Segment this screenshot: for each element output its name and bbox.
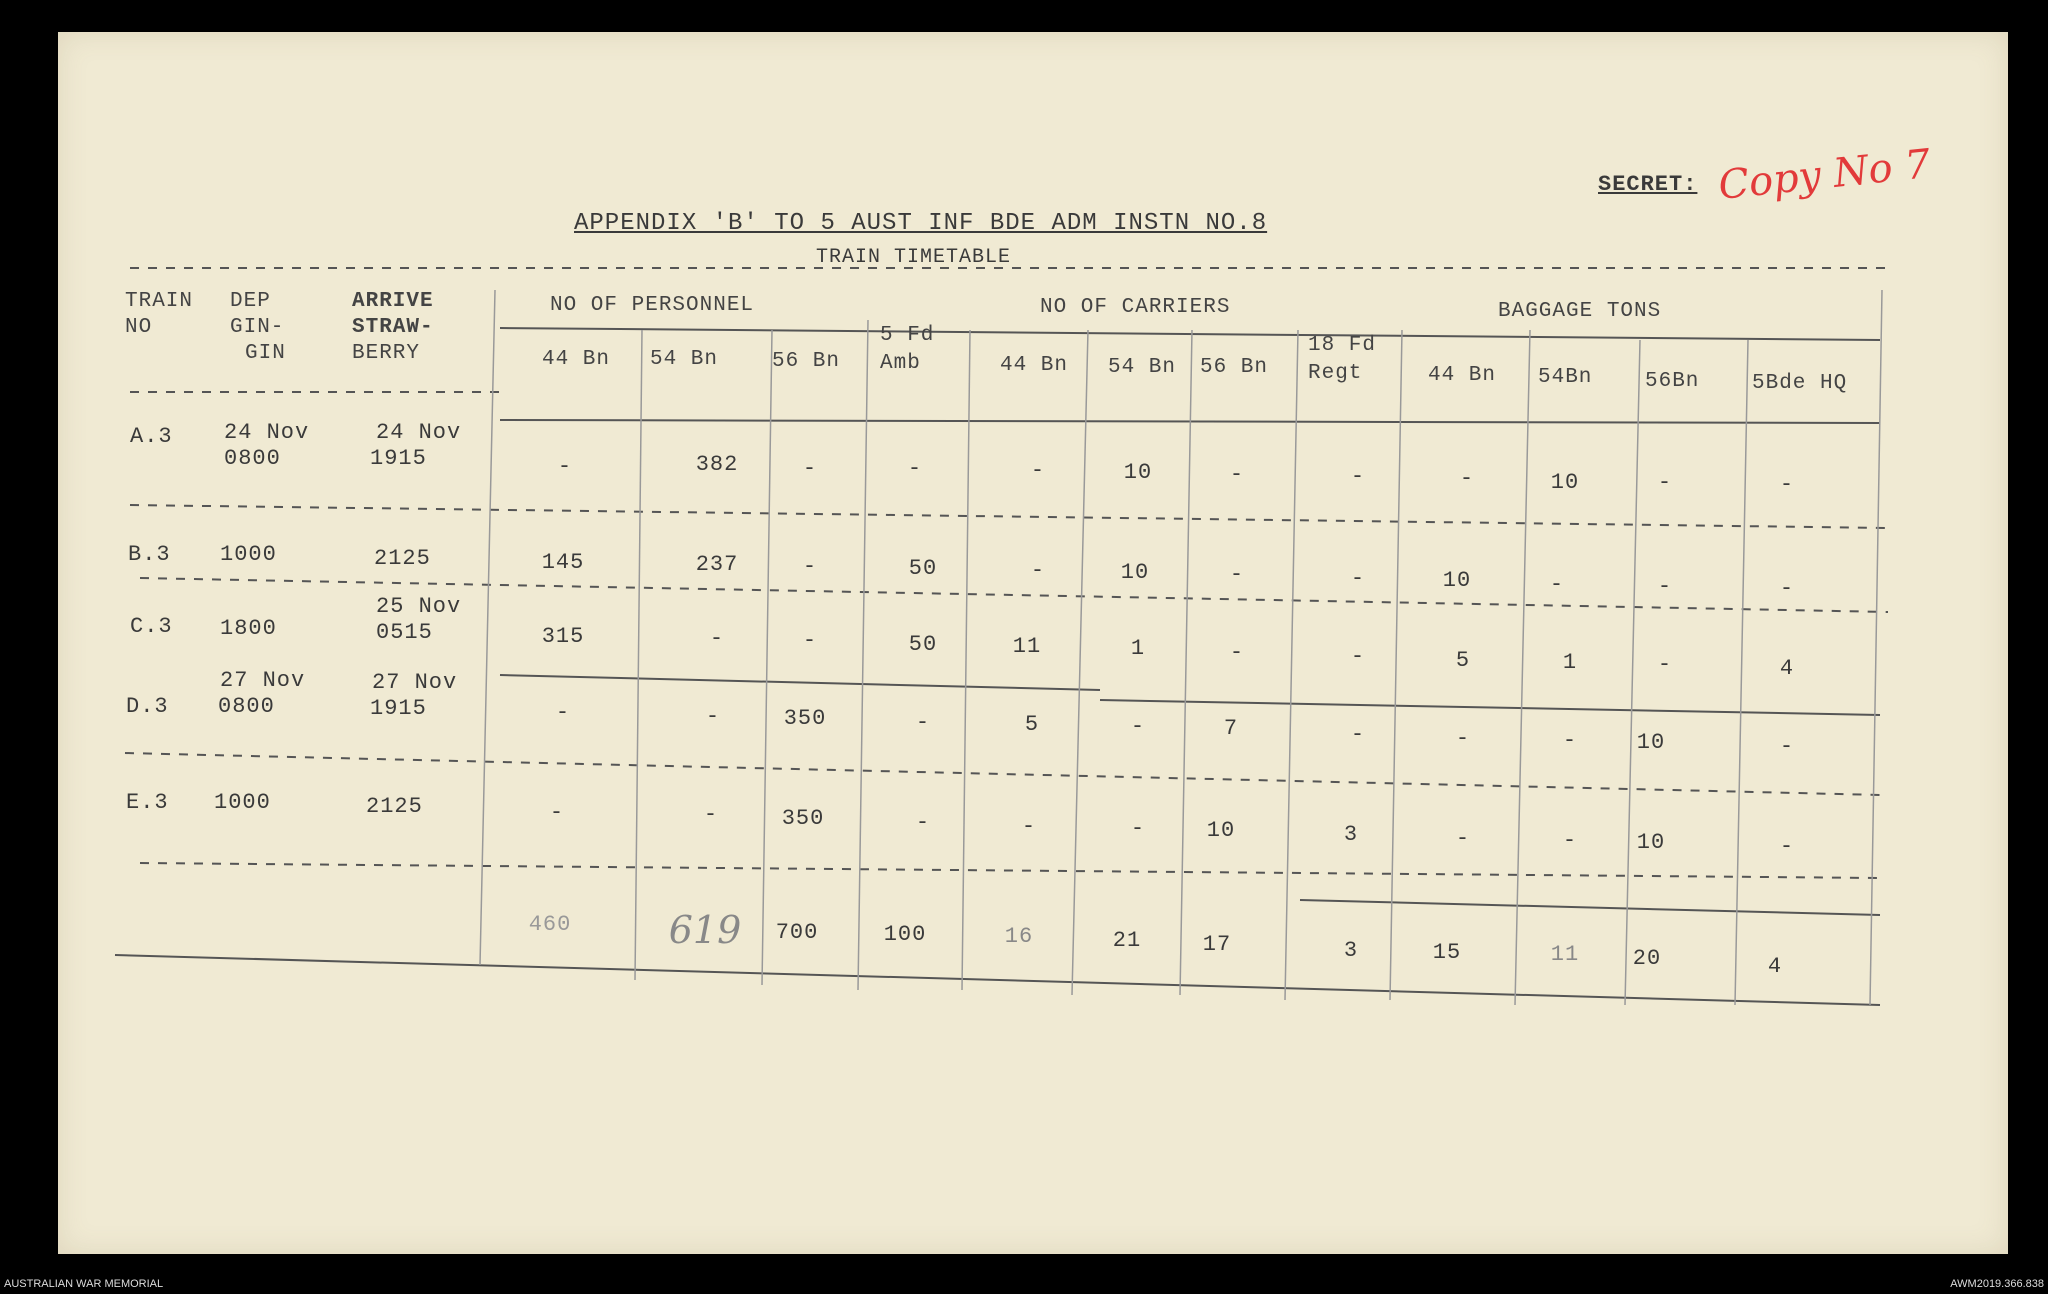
document-subtitle: TRAIN TIMETABLE — [816, 246, 1012, 269]
footer-accession-number: AWM2019.366.838 — [1950, 1278, 2044, 1290]
row-b3-train: B.3 — [128, 542, 171, 567]
row-a3-c44: - — [1030, 458, 1046, 483]
archive-footer — [0, 1270, 2048, 1294]
row-a3-b54: 10 — [1550, 470, 1580, 495]
total-c54: 21 — [1112, 928, 1142, 953]
row-a3-dep-date: 24 Nov — [224, 420, 310, 445]
total-b56: 20 — [1632, 946, 1662, 971]
total-p56: 700 — [775, 920, 819, 945]
footer-institution: AUSTRALIAN WAR MEMORIAL — [4, 1278, 164, 1290]
header-fd-amb: 5 Fd — [880, 324, 935, 347]
total-bhq: 4 — [1767, 954, 1783, 979]
row-c3-b54: 1 — [1562, 650, 1578, 675]
row-a3-dep-time: 0800 — [224, 446, 281, 471]
row-c3-train: C.3 — [130, 614, 173, 639]
row-c3-p56: - — [802, 628, 818, 653]
copy-number-handwritten: Copy No 7 — [1716, 141, 1933, 209]
row-d3-b44: - — [1455, 726, 1471, 751]
header-personnel-56bn: 56 Bn — [772, 350, 841, 373]
header-baggage-56bn: 56Bn — [1645, 370, 1700, 393]
row-e3-b44: - — [1455, 826, 1471, 851]
header-fd-amb-line2: Amb — [880, 352, 921, 375]
header-fd-regt: 18 Fd — [1308, 334, 1377, 357]
row-d3-dep-date: 27 Nov — [220, 668, 306, 693]
row-e3-regt: 3 — [1343, 822, 1359, 847]
row-a3-p54: 382 — [695, 452, 739, 477]
total-c44: 16 — [1004, 924, 1034, 949]
row-d3-bhq: - — [1779, 734, 1795, 759]
row-c3-dep-time: 1800 — [220, 616, 277, 641]
row-a3-c54: 10 — [1123, 460, 1153, 485]
row-b3-c44: - — [1030, 558, 1046, 583]
row-d3-arr-time: 1915 — [370, 696, 427, 721]
header-train: TRAIN — [125, 290, 194, 313]
header-baggage-54bn: 54Bn — [1538, 366, 1593, 389]
total-amb: 100 — [883, 922, 927, 947]
row-c3-c56: - — [1229, 640, 1245, 665]
row-b3-p56: - — [802, 554, 818, 579]
header-arrive-line2: STRAW- — [352, 316, 434, 339]
row-b3-b56: - — [1657, 574, 1673, 599]
row-c3-b56: - — [1657, 652, 1673, 677]
row-a3-arr-time: 1915 — [370, 446, 427, 471]
row-e3-c56: 10 — [1206, 818, 1236, 843]
row-d3-c56: 7 — [1223, 716, 1239, 741]
row-b3-b54: - — [1549, 572, 1565, 597]
header-fd-regt-line2: Regt — [1308, 362, 1363, 385]
total-regt: 3 — [1343, 938, 1359, 963]
document-title: APPENDIX 'B' TO 5 AUST INF BDE ADM INSTN NO.8 — [574, 210, 1268, 237]
row-d3-c44: 5 — [1024, 712, 1040, 737]
row-c3-p44: 315 — [541, 624, 585, 649]
row-b3-bhq: - — [1779, 576, 1795, 601]
row-e3-arr-time: 2125 — [366, 794, 423, 819]
row-b3-c56: - — [1229, 562, 1245, 587]
row-e3-amb: - — [915, 810, 931, 835]
total-c56: 17 — [1202, 932, 1232, 957]
total-p44: 460 — [528, 912, 572, 937]
row-a3-regt: - — [1350, 464, 1366, 489]
row-e3-b54: - — [1562, 828, 1578, 853]
row-b3-regt: - — [1350, 566, 1366, 591]
row-e3-dep-time: 1000 — [214, 790, 271, 815]
header-personnel-54bn: 54 Bn — [650, 348, 719, 371]
row-d3-b56: 10 — [1636, 730, 1666, 755]
row-a3-p44: - — [557, 454, 573, 479]
header-dep: DEP — [230, 290, 271, 313]
header-arrive: ARRIVE — [352, 290, 434, 313]
row-d3-train: D.3 — [126, 694, 169, 719]
row-b3-p54: 237 — [695, 552, 739, 577]
row-e3-train: E.3 — [126, 790, 169, 815]
header-personnel: NO OF PERSONNEL — [550, 294, 755, 317]
row-c3-regt: - — [1350, 644, 1366, 669]
row-b3-arr-time: 2125 — [374, 546, 431, 571]
header-dep-line2: GIN- — [230, 316, 285, 339]
header-baggage-5bde-hq: 5Bde HQ — [1752, 372, 1848, 395]
row-e3-p56: 350 — [781, 806, 825, 831]
row-e3-bhq: - — [1779, 834, 1795, 859]
row-e3-c44: - — [1021, 814, 1037, 839]
row-d3-arr-date: 27 Nov — [372, 670, 458, 695]
header-arrive-line3: BERRY — [352, 342, 421, 365]
row-c3-bhq: 4 — [1779, 656, 1795, 681]
header-carriers-54bn: 54 Bn — [1108, 356, 1177, 379]
row-e3-c54: - — [1130, 816, 1146, 841]
header-baggage: BAGGAGE TONS — [1498, 300, 1662, 323]
row-c3-p54: - — [709, 626, 725, 651]
row-d3-p44: - — [555, 700, 571, 725]
row-d3-p54: - — [705, 704, 721, 729]
row-a3-arr-date: 24 Nov — [376, 420, 462, 445]
row-e3-p44: - — [549, 800, 565, 825]
row-e3-p54: - — [703, 802, 719, 827]
row-b3-b44: 10 — [1442, 568, 1472, 593]
header-dep-line3: GIN — [245, 342, 286, 365]
row-e3-b56: 10 — [1636, 830, 1666, 855]
total-b54: 11 — [1550, 942, 1580, 967]
row-d3-c54: - — [1130, 714, 1146, 739]
row-d3-amb: - — [915, 710, 931, 735]
row-a3-bhq: - — [1779, 472, 1795, 497]
row-b3-amb: 50 — [908, 556, 938, 581]
row-d3-b54: - — [1562, 728, 1578, 753]
secret-label: SECRET: — [1598, 172, 1698, 197]
header-carriers-44bn: 44 Bn — [1000, 354, 1069, 377]
row-c3-c54: 1 — [1130, 636, 1146, 661]
row-a3-b44: - — [1459, 466, 1475, 491]
row-d3-p56: 350 — [783, 706, 827, 731]
row-c3-amb: 50 — [908, 632, 938, 657]
row-b3-p44: 145 — [541, 550, 585, 575]
row-b3-c54: 10 — [1120, 560, 1150, 585]
row-a3-p56: - — [802, 456, 818, 481]
row-c3-b44: 5 — [1455, 648, 1471, 673]
row-c3-c44: 11 — [1012, 634, 1042, 659]
row-a3-c56: - — [1229, 462, 1245, 487]
total-b44: 15 — [1432, 940, 1462, 965]
row-c3-arr-time: 0515 — [376, 620, 433, 645]
row-c3-arr-date: 25 Nov — [376, 594, 462, 619]
row-b3-dep-time: 1000 — [220, 542, 277, 567]
header-carriers: NO OF CARRIERS — [1040, 296, 1231, 319]
header-train-no: NO — [125, 316, 153, 339]
row-d3-dep-time: 0800 — [218, 694, 275, 719]
row-a3-train: A.3 — [130, 424, 173, 449]
row-d3-regt: - — [1350, 722, 1366, 747]
total-p54: 619 — [668, 908, 742, 952]
row-a3-amb: - — [907, 456, 923, 481]
header-carriers-56bn: 56 Bn — [1200, 356, 1269, 379]
header-baggage-44bn: 44 Bn — [1428, 364, 1497, 387]
header-personnel-44bn: 44 Bn — [542, 348, 611, 371]
row-a3-b56: - — [1657, 470, 1673, 495]
